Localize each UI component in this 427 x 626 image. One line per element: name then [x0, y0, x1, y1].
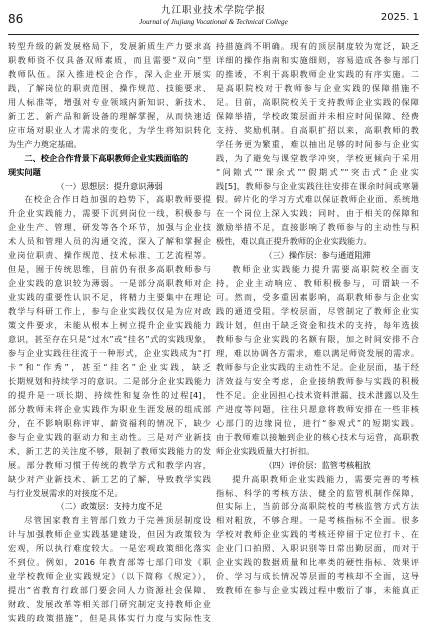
text-line: 业岗位职责、操作规范、技术标准、工艺流程等。	[8, 250, 211, 261]
text-line: 教师队伍。深入推进校企合作，深入企业开展实	[8, 68, 211, 79]
text-line: 激励举措不足，直接影响了教师参与的主动性与积	[216, 222, 419, 233]
text-line: 转型升级的新发展格局下，发展新质生产力要求高	[8, 41, 211, 51]
text-line: 致教师在参与企业实践过程中敷衍了事，未能真正	[216, 585, 419, 596]
text-line: 教学与科研工作上，参与企业实践仅仅是为应对政	[8, 306, 211, 317]
text-line: 提出“省教育行政部门要会同人力资源社会保障、	[8, 585, 211, 596]
text-line: 卡”和“作秀”，甚至“挂名”企业实践，缺乏	[8, 361, 211, 372]
text-line: 教师参与企业实践的主动性不足。企业层面，基于经	[216, 361, 419, 372]
paragraph-start-line: 提升高职教师企业实践能力，需要完善的考核	[232, 473, 419, 484]
journal-title-block	[8, 5, 419, 27]
text-line: 性不足。企业因担心技术资料泄漏、技术泄露以及生	[216, 389, 419, 400]
text-line: 但是，囿于传统思维，目前仍有很多高职教师参与	[8, 264, 211, 275]
text-line: 企业实践的数据质量和比率类的硬性指标、效果评	[216, 557, 419, 568]
text-line: 的推诿，不利于高职教师企业实践的有序实施。二	[216, 68, 419, 79]
text-line: 策文件要求，未能从根本上树立提升企业实践能力	[8, 320, 211, 331]
paragraph-end-line: 与行业发展需求的对接度不足。	[8, 487, 123, 498]
text-line: 展。部分教师习惯于传统的教学方式和教学内容，	[8, 459, 211, 470]
text-line: 指标、科学的考核方法、健全的监管机制作保障，	[216, 487, 419, 498]
text-line: 践[5]，教师参与企业实践往往安排在课余时间或寒暑	[216, 180, 419, 191]
text-line: 术、新工艺的关注度不够，限制了教师实践能力的发	[8, 445, 211, 456]
text-line: 实践的政策措施”，但是具体实行力度与实际性支	[8, 613, 211, 624]
text-line: 意识，甚至存在只是“过水”或“挂名”式的实践现象，	[8, 334, 211, 345]
text-line: 理，难以协调各方需求，难以满足师资发展的需求。	[216, 347, 419, 358]
text-line: 部分教师未将企业实践作为职业生涯发展的组成部	[8, 403, 211, 414]
text-line: 分，在不影响职称评审、薪资福利的情况下，缺少	[8, 417, 211, 428]
right-column	[216, 40, 419, 614]
text-line: 长期规划和持续学习的意识。二是部分企业实践能力	[8, 375, 211, 386]
text-line: 践，了解岗位的职责范围、操作规范、技能要求、	[8, 82, 211, 93]
text-line: 践，为了避免与课堂教学冲突，学校更倾向于采用	[216, 152, 419, 163]
journal-title-en: Journal of Jiujiang Vocational & Technical College	[139, 18, 288, 26]
text-line: 参与企业实践往往流于一种形式，企业实践成为“打	[8, 347, 211, 358]
subsection-heading: （三）操作层：参与通道阻滞	[264, 250, 371, 261]
paragraph-end-line: 为生产力奠定基础。	[8, 138, 82, 149]
text-line: 详细的操作指南和实施细则，容易造成各参与部门	[216, 54, 419, 65]
subsection-heading: （四）评价层：监管考核粗放	[264, 459, 371, 470]
text-line: 足。目前，高职院校关于支持教师企业实践的保障	[216, 96, 419, 107]
page-number: 86	[8, 12, 24, 26]
text-line: 心部门的边缘岗位，进行“参观式”的短期实践。	[216, 417, 419, 428]
text-line: 学校对教师企业实践的考核还停留于定位打卡、在	[216, 529, 419, 540]
text-line: 教师参与企业实践的名额有限，加之时间安排不合	[216, 334, 419, 345]
paragraph-end-line: 极性，难以真正提升教师的企业实践能力。	[216, 236, 372, 247]
text-line: 企业实践的意识较为薄弱。一是部分高职教师对企	[8, 278, 211, 289]
text-line: 业学校教师企业实践规定》（以下简称《规定》），	[8, 571, 211, 582]
text-line: 相对粗放，不够合理。一是考核指标不全面。很多	[216, 515, 419, 526]
text-line: 支持、奖励机制。自高职扩招以来，高职教师的教	[216, 124, 419, 135]
text-line: 财政、发展改革等相关部门研究制定支持教师企业	[8, 599, 211, 610]
text-line: 术人员和管理人员的沟通交流，深入了解和掌握企	[8, 236, 211, 247]
text-line: 企业门口拍照、入职识别等日常出勤层面，而对于	[216, 543, 419, 554]
text-line: 践的通道受阻。学校层面，尽管制定了教师企业实	[216, 306, 419, 317]
text-line: 在一个岗位上深入实践；同时，由于相关的保障和	[216, 208, 419, 219]
paragraph-start-line: 在校企合作日趋加强的趋势下，高职教师要提	[24, 194, 211, 205]
text-line: 企业生产、管理、研发等各个环节，加强与企业技	[8, 222, 211, 233]
text-line: 职教师资不仅具备双师素质，而且需要“双向”型	[8, 54, 211, 65]
text-line: 新工艺、新产品和新设备的理解掌握，从而快速适	[8, 110, 211, 121]
journal-title-cn: 九江职业技术学院学报	[160, 5, 266, 16]
paragraph-start-line: 教师企业实践能力提升需要高职院校全面支	[232, 264, 419, 275]
running-header	[8, 5, 419, 33]
left-column	[8, 40, 211, 624]
text-line: 缺少对产业新技术、新工艺的了解，导致教学实践	[8, 473, 211, 484]
subsection-heading: （二）政策层：支持力度不足	[56, 501, 163, 512]
text-line: 由于教师难以接触到企业的核心技术与运营，高职教	[216, 431, 419, 442]
text-line: “间隙式”“课余式”“假期式”“突击式”企业实	[216, 166, 419, 177]
text-line: 升企业实践能力，需要下沉到岗位一线，积极参与	[8, 208, 211, 219]
text-line: 践计划，但由于缺乏资金和技术的支持，每年选拔	[216, 320, 419, 331]
text-line: 保障举措，学校政策层面并未相应时间保障、经费	[216, 110, 419, 121]
text-line: 宏观，所以执行难度较大。一是宏观政策细化落实	[8, 543, 211, 554]
text-line: 持，企业主动响应、教师积极参与，可谓缺一不	[216, 278, 419, 289]
text-line: 计与加强教师企业实践基建建设，但因为政策较为	[8, 529, 211, 540]
text-line: 济效益与安全考虑，企业接纳教师参与实践的积极	[216, 375, 419, 386]
text-line: 业实践的重要性认识不足，将精力主要集中在理论	[8, 292, 211, 303]
paragraph-end-line: 师企业实践质量大打折扣。	[216, 445, 315, 456]
paragraph-start-line: 尽管国家教育主管部门致力于完善顶层制度设	[24, 515, 211, 526]
section-heading-line: 二、校企合作背景下高职教师企业实践面临的	[24, 152, 189, 163]
text-line: 参与企业实践的驱动力和主动性。三是对产业新技	[8, 431, 211, 442]
section-heading-line: 现实问题	[8, 166, 41, 177]
text-line: 学任务更为繁重，难以抽出足够的时间参与企业实	[216, 138, 419, 149]
text-line: 价、学习与成长情况等层面的考核却不全面，这导	[216, 571, 419, 582]
text-line: 假。碎片化的学习方式难以保证教师企业面、系统地	[216, 194, 419, 205]
text-line: 的提升是一项长期、持续性和复杂性的过程[4]，	[8, 389, 211, 400]
text-line: 持措施尚不明确。现有的顶层制度较为宽泛，缺乏	[216, 41, 419, 51]
text-line: 应市场对职业人才需求的变化，为学生将知识转化	[8, 124, 211, 135]
subsection-heading: （一）思想层：提升意识薄弱	[56, 180, 163, 191]
header-rule	[8, 34, 419, 35]
text-line: 不到位。例如，2016 年教育部等七部门印发《职	[8, 557, 211, 568]
text-line: 是高职院校对于教师参与企业实践的保障措施不	[216, 82, 419, 93]
text-line: 用人标准等，增强对专业领域内新知识、新技术、	[8, 96, 211, 107]
text-line: 但实际上，当前部分高职院校的考核监管方式方法	[216, 501, 419, 512]
issue-number: 2025. 1	[380, 12, 419, 23]
text-line: 可。然而，受多重因素影响，高职教师参与企业实	[216, 292, 419, 303]
text-line: 产进度等问题，往往只愿意将教师安排在一些非核	[216, 403, 419, 414]
